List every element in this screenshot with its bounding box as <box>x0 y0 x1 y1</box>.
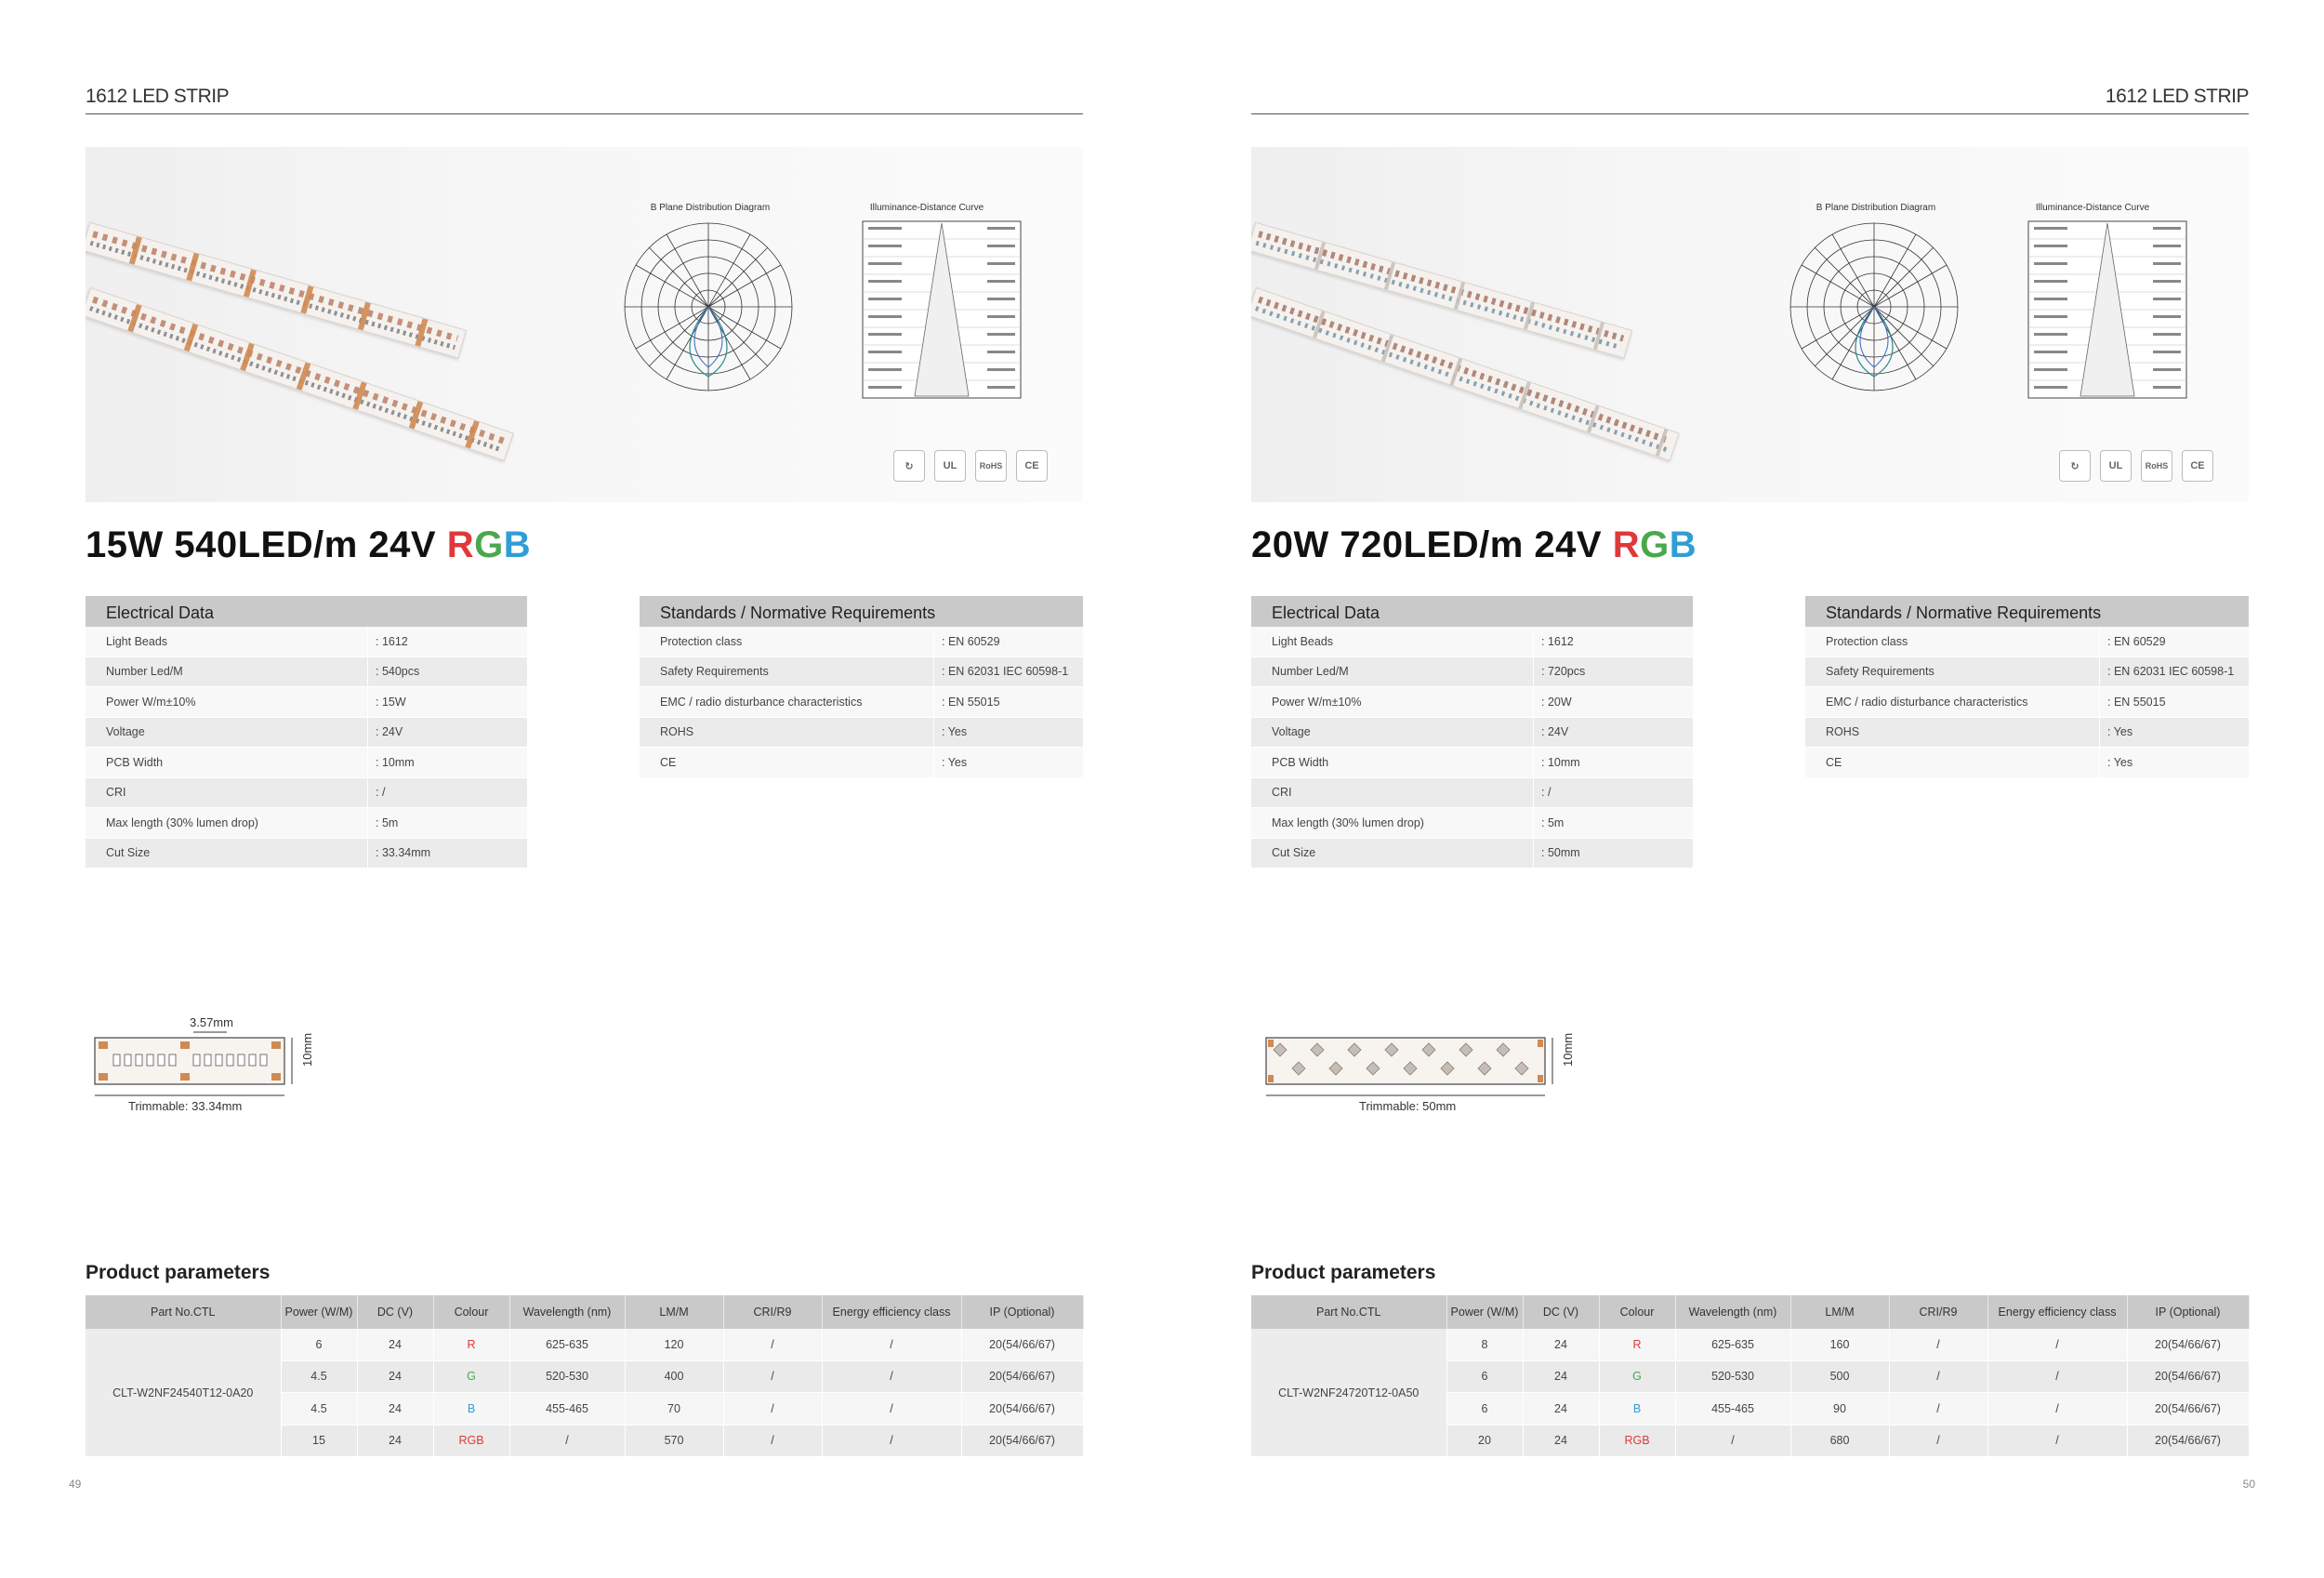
column-header: Energy efficiency class <box>1987 1295 2127 1329</box>
table-row: CE : Yes <box>1805 748 2249 778</box>
ce-icon: CE <box>1016 450 1048 482</box>
product-parameters-title: Product parameters <box>1251 1262 1436 1283</box>
column-header: Colour <box>433 1295 509 1329</box>
table-row: Protection class : EN 60529 <box>640 627 1083 657</box>
electrical-data-table <box>1251 596 1693 869</box>
column-header: DC (V) <box>357 1295 433 1329</box>
certification-icons <box>2059 450 2213 482</box>
table-row: Number Led/M : 720pcs <box>1251 657 1693 688</box>
curve-diagram-title: Illuminance-Distance Curve <box>2035 203 2150 213</box>
column-header: Colour <box>1599 1295 1675 1329</box>
table-row: ROHS : Yes <box>1805 718 2249 749</box>
illuminance-distance-curve <box>2014 218 2199 413</box>
page-number: 49 <box>69 1478 82 1491</box>
width-label: 10mm <box>300 1032 314 1067</box>
table-row: Cut Size : 50mm <box>1251 839 1693 869</box>
table-row: Light Beads : 1612 <box>86 627 527 657</box>
table-row: CLT-W2NF24540T12-0A20 6 24 R 625-635 120 / / 20(54/66/67) <box>86 1329 1083 1360</box>
table-heading: Standards / Normative Requirements <box>640 596 1083 627</box>
page-number: 50 <box>2242 1478 2255 1491</box>
table-row: PCB Width : 10mm <box>86 748 527 778</box>
column-header: LM/M <box>625 1295 723 1329</box>
product-parameters-table <box>86 1295 1084 1457</box>
column-header: Power (W/M) <box>281 1295 357 1329</box>
table-heading: Standards / Normative Requirements <box>1805 596 2249 627</box>
table-row: Light Beads : 1612 <box>1251 627 1693 657</box>
standards-table <box>640 596 1083 778</box>
table-row: Voltage : 24V <box>1251 718 1693 749</box>
table-row: Power W/m±10% : 15W <box>86 687 527 718</box>
column-header: Power (W/M) <box>1446 1295 1523 1329</box>
column-header: Wavelength (nm) <box>1675 1295 1790 1329</box>
table-row: PCB Width : 10mm <box>1251 748 1693 778</box>
certification-icons <box>893 450 1048 482</box>
table-row: ROHS : Yes <box>640 718 1083 749</box>
polar-diagram-title: B Plane Distribution Diagram <box>650 203 771 213</box>
page-header: 1612 LED STRIP <box>86 86 1083 114</box>
product-hero-image <box>86 147 1083 502</box>
table-row: CLT-W2NF24720T12-0A50 8 24 R 625-635 160 / / 20(54/66/67) <box>1251 1329 2249 1360</box>
part-number: CLT-W2NF24540T12-0A20 <box>86 1329 281 1457</box>
table-row: Protection class : EN 60529 <box>1805 627 2249 657</box>
table-row: EMC / radio disturbance characteristics : EN 55015 <box>640 687 1083 718</box>
table-row: Safety Requirements : EN 62031 IEC 60598-1 <box>1805 657 2249 688</box>
table-heading: Electrical Data <box>86 596 527 627</box>
column-header: IP (Optional) <box>961 1295 1083 1329</box>
column-header: CRI/R9 <box>1889 1295 1987 1329</box>
width-label: 10mm <box>1561 1032 1575 1067</box>
table-row: 20 24 RGB / 680 / / 20(54/66/67) <box>1251 1425 2249 1457</box>
table-row: 6 24 B 455-465 90 / / 20(54/66/67) <box>1251 1393 2249 1426</box>
trimmable-label: Trimmable: 50mm <box>1359 1099 1457 1113</box>
trimmable-label: Trimmable: 33.34mm <box>128 1099 243 1113</box>
electrical-data-table <box>86 596 527 869</box>
table-row: Voltage : 24V <box>86 718 527 749</box>
rohs-icon: RoHS <box>975 450 1007 482</box>
table-row: Number Led/M : 540pcs <box>86 657 527 688</box>
polar-distribution-diagram <box>1781 214 1967 400</box>
column-header: CRI/R9 <box>723 1295 822 1329</box>
led-strip-image <box>1251 222 1632 359</box>
column-header: Part No.CTL <box>86 1295 281 1329</box>
column-header: Wavelength (nm) <box>509 1295 625 1329</box>
table-row: Max length (30% lumen drop) : 5m <box>86 808 527 839</box>
table-row: 4.5 24 G 520-530 400 / / 20(54/66/67) <box>86 1360 1083 1393</box>
rohs-icon: RoHS <box>2141 450 2172 482</box>
polar-diagram-title: B Plane Distribution Diagram <box>1816 203 1936 213</box>
table-row: EMC / radio disturbance characteristics : EN 55015 <box>1805 687 2249 718</box>
ce-icon: CE <box>2182 450 2213 482</box>
led-strip-image <box>86 222 467 359</box>
part-number: CLT-W2NF24720T12-0A50 <box>1251 1329 1446 1457</box>
table-row: Safety Requirements : EN 62031 IEC 60598-1 <box>640 657 1083 688</box>
table-row: 15 24 RGB / 570 / / 20(54/66/67) <box>86 1425 1083 1457</box>
column-header: Energy efficiency class <box>822 1295 961 1329</box>
ul-icon: UL <box>2100 450 2132 482</box>
table-row: Power W/m±10% : 20W <box>1251 687 1693 718</box>
pitch-label: 3.57mm <box>190 1017 233 1029</box>
column-header: IP (Optional) <box>2127 1295 2249 1329</box>
efficiency-icon: ↻ <box>893 450 925 482</box>
product-hero-image <box>1251 147 2249 502</box>
page-right <box>1162 0 2324 1578</box>
column-header: LM/M <box>1790 1295 1889 1329</box>
table-row: 6 24 G 520-530 500 / / 20(54/66/67) <box>1251 1360 2249 1393</box>
table-row: 4.5 24 B 455-465 70 / / 20(54/66/67) <box>86 1393 1083 1426</box>
page-header: 1612 LED STRIP <box>1251 86 2249 114</box>
product-parameters-title: Product parameters <box>86 1262 271 1283</box>
column-header: DC (V) <box>1523 1295 1599 1329</box>
table-heading: Electrical Data <box>1251 596 1693 627</box>
product-title: 20W 720LED/m 24V RGB <box>1251 524 1697 565</box>
efficiency-icon: ↻ <box>2059 450 2091 482</box>
product-title: 15W 540LED/m 24V RGB <box>86 524 532 565</box>
product-parameters-table <box>1251 1295 2250 1457</box>
column-header: Part No.CTL <box>1251 1295 1446 1329</box>
table-row: CRI : / <box>1251 778 1693 809</box>
table-row: CE : Yes <box>640 748 1083 778</box>
cut-size-drawing <box>1257 1017 1629 1120</box>
table-row: Cut Size : 33.34mm <box>86 839 527 869</box>
ul-icon: UL <box>934 450 966 482</box>
illuminance-distance-curve <box>848 218 1034 413</box>
table-row: CRI : / <box>86 778 527 809</box>
table-row: Max length (30% lumen drop) : 5m <box>1251 808 1693 839</box>
curve-diagram-title: Illuminance-Distance Curve <box>869 203 984 213</box>
standards-table <box>1805 596 2249 778</box>
cut-size-drawing <box>91 1017 463 1120</box>
polar-distribution-diagram <box>615 214 801 400</box>
